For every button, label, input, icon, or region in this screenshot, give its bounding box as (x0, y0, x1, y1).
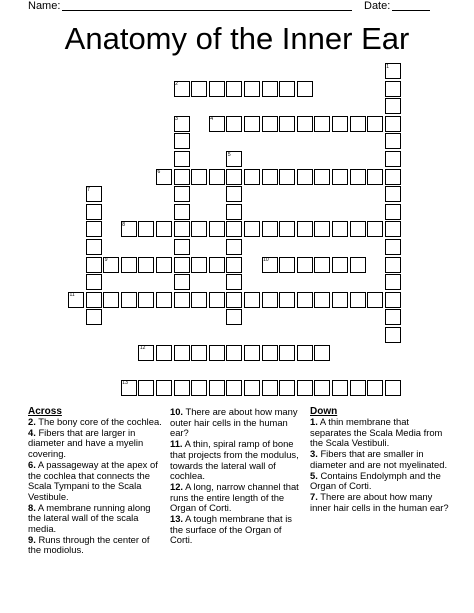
grid-cell[interactable] (226, 186, 242, 202)
grid-cell[interactable] (244, 345, 260, 361)
grid-cell[interactable] (262, 345, 278, 361)
grid-cell[interactable] (226, 309, 242, 325)
clue-number: 5 (227, 151, 231, 158)
grid-cell[interactable] (226, 169, 242, 185)
grid-cell[interactable] (86, 239, 102, 255)
grid-cell[interactable] (244, 116, 260, 132)
down-heading: Down (310, 406, 338, 417)
grid-cell[interactable] (385, 81, 401, 97)
grid-cell[interactable] (297, 169, 313, 185)
grid-cell[interactable] (297, 221, 313, 237)
clue-item (28, 460, 163, 503)
clue-item-number: 10. (170, 406, 184, 417)
grid-cell[interactable] (350, 221, 366, 237)
clue-item (28, 428, 163, 460)
clue-item (170, 482, 304, 514)
grid-cell[interactable] (350, 116, 366, 132)
clue-item-number: 9. (28, 533, 36, 545)
grid-cell[interactable] (279, 116, 295, 132)
grid-cell[interactable] (86, 257, 102, 273)
clue-item-number: 7. (310, 490, 318, 502)
grid-cell[interactable] (367, 169, 383, 185)
grid-cell[interactable] (174, 257, 190, 273)
grid-cell[interactable] (314, 292, 330, 308)
grid-cell[interactable] (244, 380, 260, 396)
grid-cell[interactable] (138, 380, 154, 396)
grid-cell[interactable] (385, 169, 401, 185)
clue-item-number: 11. (170, 438, 183, 450)
grid-cell[interactable] (226, 257, 242, 273)
grid-cell[interactable] (279, 81, 295, 97)
grid-cell[interactable] (209, 380, 225, 396)
grid-cell[interactable] (244, 292, 260, 308)
grid-cell[interactable] (332, 292, 348, 308)
grid-cell[interactable] (314, 380, 330, 396)
clue-item-number: 3. (310, 448, 318, 460)
grid-cell[interactable] (191, 81, 207, 97)
grid-cell[interactable] (332, 380, 348, 396)
grid-cell[interactable] (262, 292, 278, 308)
grid-cell[interactable] (86, 221, 102, 237)
grid-cell[interactable] (86, 309, 102, 325)
grid-cell[interactable] (226, 274, 242, 290)
clue-number: 13 (122, 380, 128, 387)
grid-cell[interactable] (244, 221, 260, 237)
grid-cell[interactable] (350, 380, 366, 396)
clue-item-text: There are about how many outer hair cells in the human ear? (170, 406, 298, 439)
clue-item-number: 12. (170, 480, 184, 492)
grid-cell[interactable] (174, 239, 190, 255)
grid-cell[interactable] (262, 221, 278, 237)
grid-cell[interactable] (156, 345, 172, 361)
grid-cell[interactable] (156, 257, 172, 273)
grid-cell[interactable] (297, 257, 313, 273)
grid-cell[interactable] (350, 292, 366, 308)
clue-number: 4 (210, 116, 214, 123)
grid-cell[interactable] (385, 98, 401, 114)
grid-cell[interactable] (191, 169, 207, 185)
clue-item-text: The bony core of the cochlea. (38, 416, 162, 427)
grid-cell[interactable] (367, 292, 383, 308)
grid-cell[interactable] (262, 169, 278, 185)
clue-item-number: 2. (28, 416, 36, 427)
clue-item-text: There are about how many inner hair cells in the human ear? (310, 490, 449, 513)
grid-cell[interactable] (297, 116, 313, 132)
grid-cell[interactable] (367, 221, 383, 237)
grid-cell[interactable] (279, 292, 295, 308)
grid-cell[interactable] (209, 169, 225, 185)
name-label: Name: (28, 0, 61, 12)
grid-cell[interactable] (174, 169, 190, 185)
clue-item-text: Fibers that are smaller in diameter and are not myelinated. (310, 448, 448, 470)
grid-cell[interactable] (209, 257, 225, 273)
clue-item-text: Contains Endolymph and the Organ of Corti. (310, 469, 441, 492)
page-title: Anatomy of the Inner Ear (64, 21, 410, 56)
grid-cell[interactable] (314, 221, 330, 237)
grid-cell[interactable] (332, 169, 348, 185)
grid-cell[interactable] (244, 81, 260, 97)
grid-cell[interactable] (226, 345, 242, 361)
clue-item (170, 407, 304, 439)
grid-cell[interactable] (279, 345, 295, 361)
grid-cell[interactable] (191, 345, 207, 361)
clue-item-number: 13. (170, 513, 184, 525)
grid-cell[interactable] (385, 186, 401, 202)
grid-cell[interactable] (226, 239, 242, 255)
grid-cell[interactable] (385, 204, 401, 220)
clue-item (310, 471, 450, 492)
grid-cell[interactable] (385, 151, 401, 167)
grid-cell[interactable] (244, 169, 260, 185)
clue-item-number: 8. (28, 501, 36, 513)
clue-item-text: Runs through the center of the modiolus. (28, 533, 150, 556)
grid-cell[interactable] (138, 257, 154, 273)
grid-cell[interactable] (191, 380, 207, 396)
clue-item-text: A passageway at the apex of the cochlea that connects the Scala Tympani to the Scala Vestibule. (28, 458, 158, 502)
grid-cell[interactable] (262, 81, 278, 97)
clue-number: 2 (175, 81, 178, 88)
grid-cell[interactable] (332, 257, 348, 273)
grid-cell[interactable] (314, 116, 330, 132)
clue-item (310, 449, 450, 470)
grid-cell[interactable] (279, 380, 295, 396)
grid-cell[interactable] (86, 274, 102, 290)
grid-cell[interactable] (138, 292, 154, 308)
grid-cell[interactable] (297, 81, 313, 97)
grid-cell[interactable] (385, 292, 401, 308)
grid-cell[interactable] (86, 204, 102, 220)
clue-number: 7 (87, 186, 90, 193)
clue-item (170, 514, 304, 546)
grid-cell[interactable] (226, 292, 242, 308)
grid-cell[interactable] (86, 292, 102, 308)
grid-cell[interactable] (156, 292, 172, 308)
grid-cell[interactable] (156, 380, 172, 396)
clue-item-number: 6. (28, 458, 36, 470)
clue-item-text: Fibers that are larger in diameter and have a myelin covering. (28, 426, 144, 460)
grid-cell[interactable] (209, 221, 225, 237)
clue-item (28, 535, 163, 556)
clue-number: 10 (263, 257, 269, 264)
grid-cell[interactable] (385, 327, 401, 343)
grid-cell[interactable] (174, 274, 190, 290)
grid-cell[interactable] (332, 116, 348, 132)
grid-cell[interactable] (174, 133, 190, 149)
clue-number: 3 (175, 116, 178, 123)
grid-cell[interactable] (332, 221, 348, 237)
clue-item-number: 5. (310, 469, 318, 481)
across-heading: Across (28, 406, 62, 417)
grid-cell[interactable] (385, 380, 401, 396)
clues-across-col1 (28, 406, 163, 556)
clue-item (310, 492, 450, 513)
grid-cell[interactable] (226, 380, 242, 396)
grid-cell[interactable] (262, 116, 278, 132)
grid-cell[interactable] (385, 116, 401, 132)
grid-cell[interactable] (209, 292, 225, 308)
clue-item-text: A thin membrane that separates the Scala Media from the Scala Vestibuli. (310, 416, 443, 449)
grid-cell[interactable] (297, 292, 313, 308)
grid-cell[interactable] (350, 257, 366, 273)
grid-cell[interactable] (156, 221, 172, 237)
clue-item-text: A membrane running along the lateral wall of the scala media. (28, 501, 151, 535)
grid-cell[interactable] (314, 257, 330, 273)
grid-cell[interactable] (226, 116, 242, 132)
grid-cell[interactable] (121, 292, 137, 308)
clue-number: 9 (104, 257, 108, 264)
grid-cell[interactable] (314, 169, 330, 185)
clue-item (310, 417, 450, 449)
clue-number: 12 (139, 345, 146, 352)
grid-cell[interactable] (367, 380, 383, 396)
clue-number: 1 (386, 63, 390, 70)
grid-cell[interactable] (209, 345, 225, 361)
clue-item-number: 4. (28, 426, 36, 438)
clue-item-text: A tough membrane that is the surface of the Organ of Corti. (170, 513, 292, 546)
clue-item (28, 503, 163, 535)
grid-cell[interactable] (174, 380, 190, 396)
grid-cell[interactable] (174, 221, 190, 237)
grid-cell[interactable] (174, 204, 190, 220)
grid-cell[interactable] (191, 292, 207, 308)
grid-cell[interactable] (385, 274, 401, 290)
grid-cell[interactable] (138, 221, 154, 237)
grid-cell[interactable] (297, 345, 313, 361)
grid-cell[interactable] (174, 345, 190, 361)
grid-cell[interactable] (262, 380, 278, 396)
grid-cell[interactable] (279, 221, 295, 237)
clues-across-col2 (170, 407, 304, 546)
grid-cell[interactable] (314, 345, 330, 361)
grid-cell[interactable] (279, 257, 295, 273)
grid-cell[interactable] (226, 221, 242, 237)
clue-number: 11 (69, 292, 75, 299)
date-label: Date: (364, 0, 391, 12)
grid-cell[interactable] (385, 133, 401, 149)
grid-cell[interactable] (226, 204, 242, 220)
grid-cell[interactable] (350, 169, 366, 185)
grid-cell[interactable] (174, 186, 190, 202)
grid-cell[interactable] (385, 239, 401, 255)
grid-cell[interactable] (297, 380, 313, 396)
clues-down-col (310, 406, 450, 513)
grid-cell[interactable] (279, 169, 295, 185)
grid-cell[interactable] (103, 292, 119, 308)
clue-number: 6 (157, 169, 161, 176)
clue-item-number: 1. (310, 416, 318, 427)
clue-item-text: A long, narrow channel that runs the entire length of the Organ of Corti. (170, 480, 299, 514)
grid-cell[interactable] (209, 81, 225, 97)
grid-cell[interactable] (191, 221, 207, 237)
grid-cell[interactable] (385, 257, 401, 273)
grid-cell[interactable] (121, 257, 137, 273)
grid-cell[interactable] (174, 151, 190, 167)
clue-number: 8 (122, 221, 126, 228)
grid-cell[interactable] (385, 309, 401, 325)
grid-cell[interactable] (367, 116, 383, 132)
grid-cell[interactable] (385, 221, 401, 237)
grid-cell[interactable] (191, 257, 207, 273)
grid-cell[interactable] (174, 292, 190, 308)
grid-cell[interactable] (226, 81, 242, 97)
clue-item-text: A thin, spiral ramp of bone that projects from the modulus, towards the lateral wall of cochlea. (170, 438, 299, 482)
clue-item (170, 439, 304, 482)
